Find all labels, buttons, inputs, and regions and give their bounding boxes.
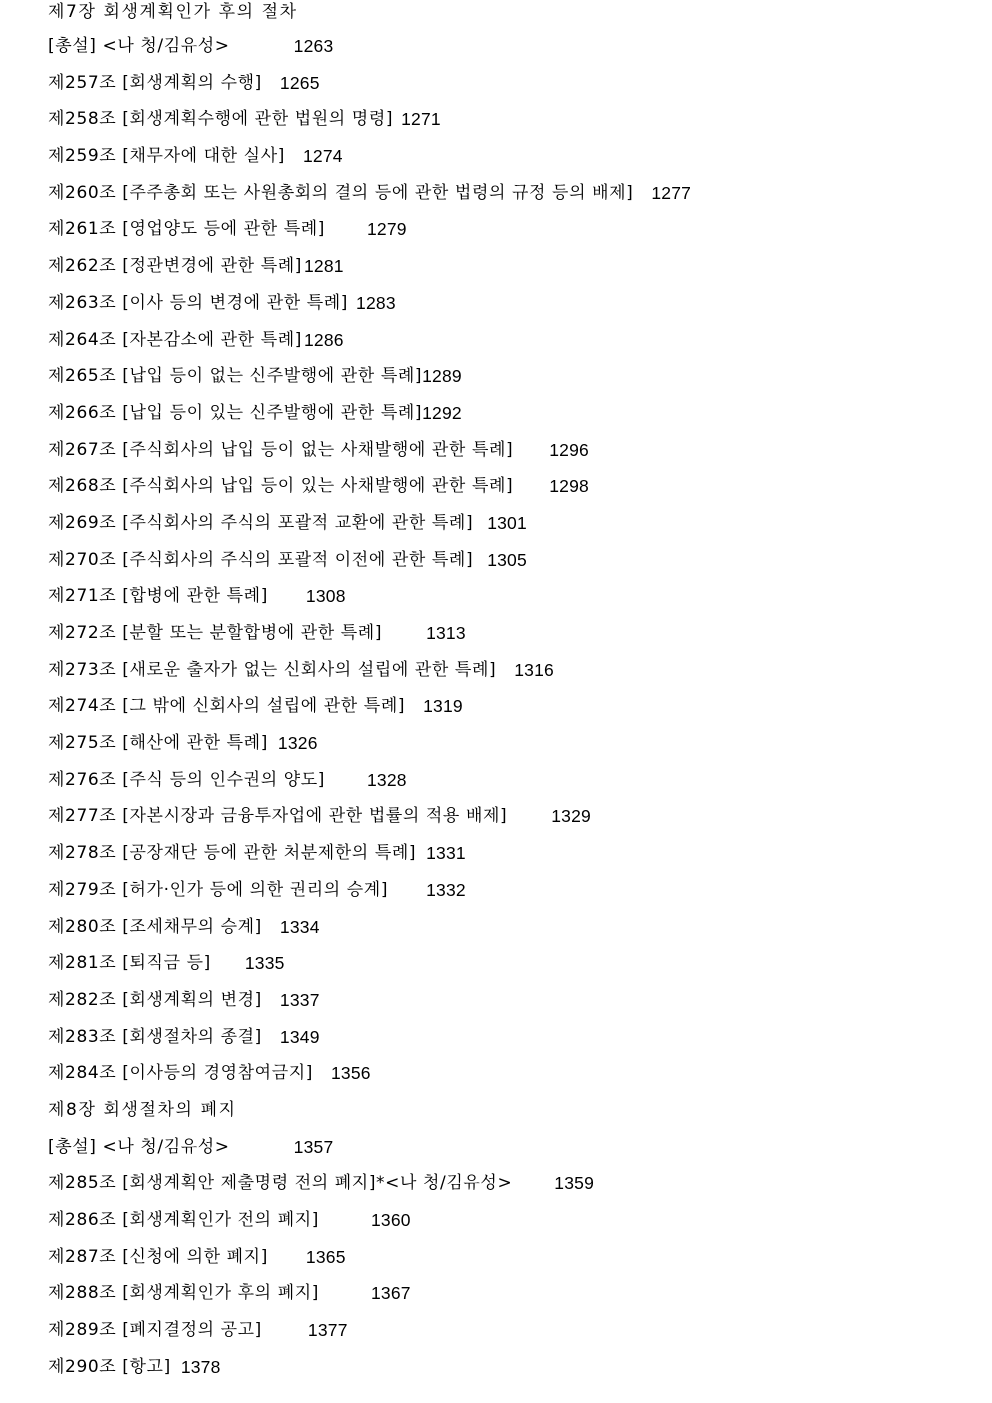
toc-entry-title: 제269조 [주식회사의 주식의 포괄적 교환에 관한 특례] xyxy=(48,512,474,533)
toc-entry-page-number: 1328 xyxy=(367,769,407,790)
toc-entry-title: 제262조 [정관변경에 관한 특례] xyxy=(48,256,302,277)
table-of-contents xyxy=(48,0,978,1391)
toc-entry xyxy=(48,915,978,952)
toc-entry xyxy=(48,1025,978,1062)
toc-entry-page-number: 1296 xyxy=(549,439,589,460)
toc-entry xyxy=(48,878,978,915)
toc-entry xyxy=(48,951,978,988)
toc-entry-page-number: 1378 xyxy=(180,1356,221,1377)
toc-entry-page-number: 1335 xyxy=(244,953,285,974)
toc-entry-title: 제286조 [회생계획인가 전의 폐지] xyxy=(48,1210,319,1230)
toc-entry-page-number: 1305 xyxy=(487,549,527,570)
toc-entry xyxy=(48,1208,978,1245)
toc-entry xyxy=(48,34,978,71)
toc-entry xyxy=(48,511,978,548)
toc-entry-title: 제266조 [납입 등이 있는 신주발행에 관한 특례] xyxy=(48,402,423,423)
toc-entry xyxy=(48,144,978,181)
toc-entry-page-number: 1360 xyxy=(371,1210,411,1230)
toc-entry-page-number: 1359 xyxy=(554,1173,595,1194)
toc-entry-title: 제259조 [채무자에 대한 실사] xyxy=(48,146,285,167)
toc-entry-page-number: 1281 xyxy=(303,256,344,277)
toc-entry-page-number: 1286 xyxy=(303,329,344,350)
toc-entry-page-number: 1367 xyxy=(371,1283,411,1304)
toc-entry-page-number: 1334 xyxy=(279,916,320,937)
toc-entry-page-number: 1313 xyxy=(426,623,466,643)
toc-entry xyxy=(48,254,978,291)
toc-entry xyxy=(48,694,978,731)
toc-entry-page-number: 1271 xyxy=(401,109,441,130)
toc-entry-title: 제288조 [회생계획인가 후의 폐지] xyxy=(48,1283,319,1304)
toc-entry-title: 제8장 회생절차의 폐지 xyxy=(48,1099,237,1120)
toc-entry-page-number: 1289 xyxy=(422,366,462,387)
toc-entry-page-number: 1283 xyxy=(356,292,396,313)
toc-entry-title: 제7장 회생계획인가 후의 절차 xyxy=(48,2,298,22)
toc-entry-title: 제276조 [주식 등의 인수권의 양도] xyxy=(48,769,325,790)
toc-entry-title: 제280조 [조세채무의 승계] xyxy=(48,916,262,937)
toc-entry-page-number: 1331 xyxy=(426,843,466,864)
toc-entry xyxy=(48,1135,978,1172)
toc-entry-page-number: 1263 xyxy=(293,36,334,56)
toc-entry-title: 제270조 [주식회사의 주식의 포괄적 이전에 관한 특례] xyxy=(48,549,474,570)
toc-entry xyxy=(48,107,978,144)
toc-entry-page-number: 1298 xyxy=(549,476,589,497)
toc-entry xyxy=(48,1171,978,1208)
toc-entry-page-number: 1277 xyxy=(651,182,692,203)
chapter-heading xyxy=(48,0,978,34)
chapter-heading xyxy=(48,1098,978,1135)
toc-entry-page-number: 1349 xyxy=(279,1026,320,1047)
toc-entry-page-number: 1316 xyxy=(514,659,554,680)
toc-entry xyxy=(48,1245,978,1282)
toc-entry-title: 제283조 [회생절차의 종결] xyxy=(48,1026,262,1047)
toc-entry xyxy=(48,768,978,805)
toc-entry xyxy=(48,658,978,695)
toc-entry-title: 제275조 [해산에 관한 특례] xyxy=(48,733,268,754)
toc-entry xyxy=(48,401,978,438)
toc-entry-title: 제277조 [자본시장과 금융투자업에 관한 법률의 적용 배제] xyxy=(48,806,508,827)
toc-entry-title: 제260조 [주주총회 또는 사원총회의 결의 등에 관한 법령의 규정 등의 배제] xyxy=(48,182,634,203)
toc-entry-title: 제284조 [이사등의 경영참여금지] xyxy=(48,1063,313,1084)
toc-entry-title: 제257조 [회생계획의 수행] xyxy=(48,72,262,93)
toc-entry xyxy=(48,71,978,108)
toc-entry-page-number: 1292 xyxy=(422,402,462,423)
toc-entry-page-number: 1301 xyxy=(487,512,527,533)
toc-entry-page-number: 1308 xyxy=(305,586,346,607)
toc-entry xyxy=(48,1355,978,1392)
toc-entry-page-number: 1357 xyxy=(293,1136,334,1157)
toc-entry xyxy=(48,731,978,768)
toc-entry-title: 제272조 [분할 또는 분할합병에 관한 특례] xyxy=(48,623,383,643)
toc-entry-title: 제263조 [이사 등의 변경에 관한 특례] xyxy=(48,292,349,313)
toc-entry xyxy=(48,364,978,401)
toc-entry xyxy=(48,181,978,218)
toc-entry xyxy=(48,841,978,878)
toc-entry-page-number: 1337 xyxy=(279,989,320,1010)
toc-entry xyxy=(48,1318,978,1355)
toc-entry-title: 제287조 [신청에 의한 폐지] xyxy=(48,1246,268,1267)
toc-entry-page-number: 1329 xyxy=(551,806,591,827)
toc-entry xyxy=(48,804,978,841)
toc-entry xyxy=(48,1061,978,1098)
toc-entry-page-number: 1319 xyxy=(423,696,463,717)
toc-entry-title: 제279조 [허가·인가 등에 의한 권리의 승계] xyxy=(48,879,389,900)
toc-entry-title: 제285조 [회생계획안 제출명령 전의 폐지]*<나 청/김유성> xyxy=(48,1173,513,1194)
toc-entry-title: 제289조 [폐지결정의 공고] xyxy=(48,1320,262,1341)
toc-entry xyxy=(48,548,978,585)
toc-entry-page-number: 1274 xyxy=(302,146,343,167)
toc-entry-page-number: 1356 xyxy=(330,1063,371,1084)
toc-entry xyxy=(48,291,978,328)
toc-entry xyxy=(48,217,978,254)
toc-entry-page-number: 1377 xyxy=(307,1320,348,1341)
toc-entry-title: 제268조 [주식회사의 납입 등이 있는 사채발행에 관한 특례] xyxy=(48,476,514,497)
toc-entry-title: [총설] <나 청/김유성> xyxy=(48,36,230,56)
toc-entry xyxy=(48,621,978,658)
toc-entry-page-number: 1326 xyxy=(277,733,318,754)
toc-entry-page-number: 1365 xyxy=(305,1246,346,1267)
toc-entry xyxy=(48,328,978,365)
toc-entry xyxy=(48,1281,978,1318)
toc-entry-title: 제281조 [퇴직금 등] xyxy=(48,953,211,974)
toc-entry-page-number: 1279 xyxy=(367,219,407,240)
toc-entry xyxy=(48,438,978,475)
toc-entry-page-number: 1332 xyxy=(426,879,466,900)
toc-entry xyxy=(48,474,978,511)
toc-entry-title: 제282조 [회생계획의 변경] xyxy=(48,989,262,1010)
toc-entry-title: 제261조 [영업양도 등에 관한 특례] xyxy=(48,219,325,240)
toc-entry-title: 제290조 [항고] xyxy=(48,1356,171,1377)
toc-entry xyxy=(48,584,978,621)
toc-entry-title: 제274조 [그 밖에 신회사의 설립에 관한 특례] xyxy=(48,696,406,717)
toc-entry-title: 제271조 [합병에 관한 특례] xyxy=(48,586,268,607)
toc-entry-title: 제267조 [주식회사의 납입 등이 없는 사채발행에 관한 특례] xyxy=(48,439,514,460)
toc-entry-title: 제264조 [자본감소에 관한 특례] xyxy=(48,329,302,350)
toc-entry-page-number: 1265 xyxy=(279,72,320,93)
toc-entry-title: 제273조 [새로운 출자가 없는 신회사의 설립에 관한 특례] xyxy=(48,659,497,680)
toc-entry-title: 제258조 [회생계획수행에 관한 법원의 명령] xyxy=(48,109,394,130)
toc-entry-title: [총설] <나 청/김유성> xyxy=(48,1136,230,1157)
toc-entry-title: 제278조 [공장재단 등에 관한 처분제한의 특례] xyxy=(48,843,417,864)
toc-entry xyxy=(48,988,978,1025)
toc-entry-title: 제265조 [납입 등이 없는 신주발행에 관한 특례] xyxy=(48,366,423,387)
